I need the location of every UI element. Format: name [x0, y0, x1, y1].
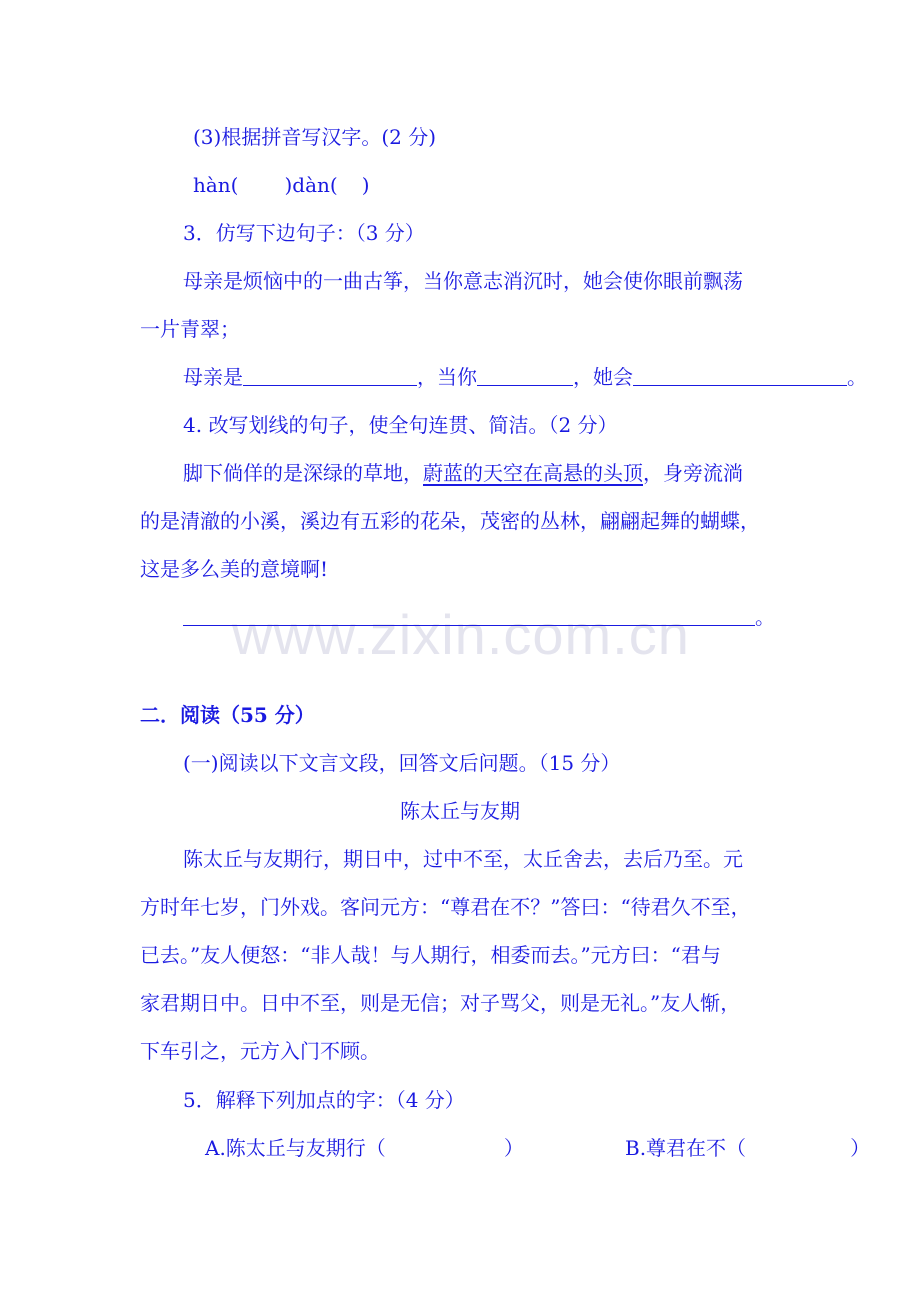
- question-4-text-line-2: 的是清澈的小溪，溪边有五彩的花朵，茂密的丛林，翩翩起舞的蝴蝶，: [140, 509, 760, 533]
- question-4-text-line-1: [183, 460, 743, 486]
- question-4-answer-line: [183, 604, 775, 630]
- question-4: 4. 改写划线的句子，使全句连贯、简洁。（2 分）: [183, 413, 618, 437]
- passage-line-3: 已去。”友人便怒：“非人哉！与人期行，相委而去。”元方曰：“君与: [140, 943, 721, 967]
- question-4-text-b: ，身旁流淌: [643, 461, 743, 485]
- pinyin-close: ): [361, 173, 370, 197]
- passage-title: 陈太丘与友期: [400, 799, 520, 823]
- section-2-heading: 二．阅读（55 分）: [140, 703, 315, 727]
- fill-end: 。: [847, 365, 867, 389]
- question-3-fill-line: [183, 364, 867, 390]
- item-a-close: ）: [503, 1136, 524, 1160]
- answer-blank-3[interactable]: [633, 365, 847, 386]
- item-b-label: B.尊君在不（: [625, 1136, 747, 1160]
- question-3: 3．仿写下边句子：（3 分）: [183, 221, 425, 245]
- fill-prefix-3: ，她会: [573, 365, 633, 389]
- question-3-sub: (3)根据拼音写汉字。(2 分): [193, 125, 437, 149]
- question-3-example-line-1: 母亲是烦恼中的一曲古筝，当你意志消沉时，她会使你眼前飘荡: [183, 269, 743, 293]
- pinyin-han: hàn(: [193, 173, 239, 197]
- fill-prefix-2: ，当你: [417, 365, 477, 389]
- question-5-item-b: [625, 1135, 870, 1161]
- question-5: 5．解释下列加点的字：（4 分）: [183, 1088, 465, 1112]
- answer-end: 。: [755, 605, 775, 629]
- passage-line-5: 下车引之，元方入门不顾。: [140, 1039, 380, 1063]
- pinyin-line: [193, 172, 370, 198]
- passage-line-2: 方时年七岁，门外戏。客问元方：“尊君在不？”答曰：“待君久不至，: [140, 895, 751, 919]
- item-a-label: A.陈太丘与友期行（: [205, 1136, 386, 1160]
- fill-prefix-1: 母亲是: [183, 365, 243, 389]
- passage-line-4: 家君期日中。日中不至，则是无信；对子骂父，则是无礼。”友人惭，: [140, 991, 741, 1015]
- answer-blank-1[interactable]: [243, 365, 417, 386]
- question-4-text-a: 脚下倘佯的是深绿的草地，: [183, 461, 423, 485]
- pinyin-dan: )dàn(: [284, 173, 338, 197]
- question-5-item-a: [205, 1135, 524, 1161]
- answer-blank-4[interactable]: [183, 605, 755, 626]
- underlined-sentence: 蔚蓝的天空在高悬的头顶: [423, 461, 643, 485]
- question-4-text-line-3: 这是多么美的意境啊!: [140, 557, 329, 581]
- answer-blank-2[interactable]: [477, 365, 573, 386]
- passage-line-1: 陈太丘与友期行，期日中，过中不至，太丘舍去，去后乃至。元: [183, 847, 743, 871]
- question-3-example-line-2: 一片青翠；: [140, 317, 240, 341]
- watermark: www.zixin.com.cn: [232, 603, 690, 666]
- item-b-close: ）: [850, 1136, 871, 1160]
- reading-1-intro: (一)阅读以下文言文段，回答文后问题。（15 分）: [183, 751, 621, 775]
